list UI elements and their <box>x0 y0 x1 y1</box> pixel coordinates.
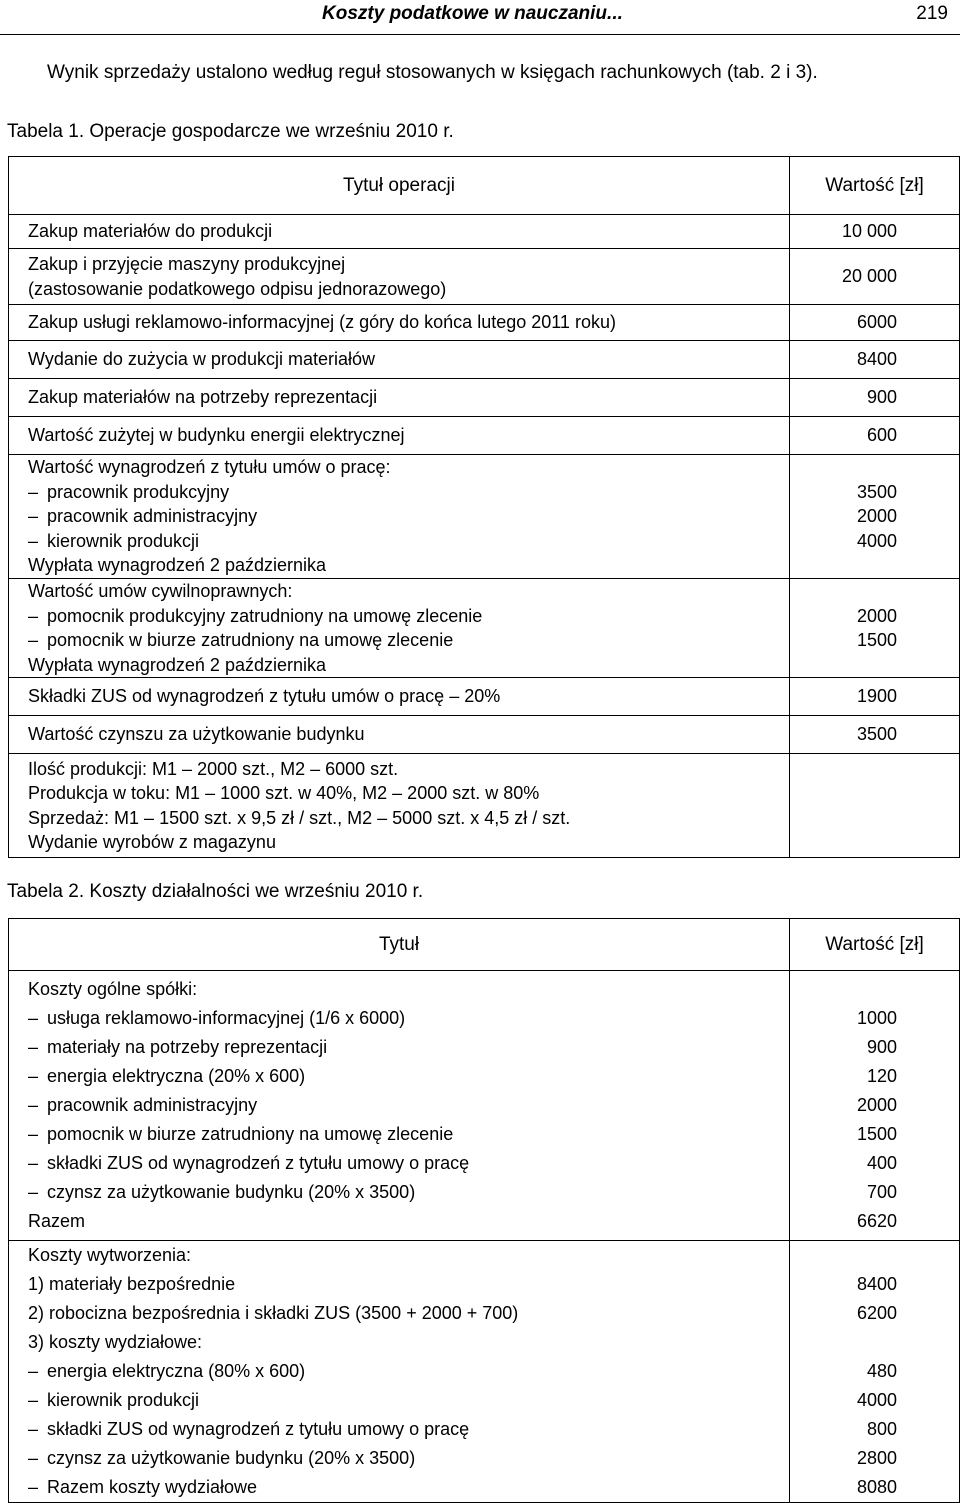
intro-paragraph: Wynik sprzedaży ustalono według reguł stosowanych w księgach rachunkowych (tab. 2 i 3). <box>47 62 818 83</box>
table-row: Wydanie do zużycia w produkcji materiałów 8400 <box>9 341 960 379</box>
page-header <box>0 0 960 35</box>
table-costs <box>8 918 960 1503</box>
table-row: Wartość zużytej w budynku energii elektrycznej 600 <box>9 417 960 455</box>
table-row: Koszty ogólne spółki: – usługa reklamowo-informacyjnej (1/6 x 6000) – materiały na potrzeby reprezentacji – energia elektryczna (20% x 600) – pracownik administracyjny – pomocnik w biurze zatrudniony na umowę zlecenie – składki ZUS od wynagrodzeń z tytułu umowy o pracę – czynsz za użytkowanie budynku (20% x 3500) Razem 1000 900 120 2000 1500 400 700 6620 <box>9 971 960 1241</box>
table-operations <box>8 156 960 858</box>
table-row: Ilość produkcji: M1 – 2000 szt., M2 – 6000 szt. Produkcja w toku: M1 – 1000 szt. w 40%, M2 – 2000 szt. w 80% Sprzedaż: M1 – 1500 szt. x 9,5 zł / szt., M2 – 5000 szt. x 4,5 zł / szt. Wydanie wyrobów z magazynu <box>9 754 960 858</box>
table-row: Wartość wynagrodzeń z tytułu umów o pracę: – pracownik produkcyjny – pracownik administracyjny – kierownik produkcji Wypłata wynagrodzeń 2 października 3500 2000 4000 <box>9 455 960 579</box>
table-row: Składki ZUS od wynagrodzeń z tytułu umów o pracę – 20% 1900 <box>9 678 960 716</box>
table-row: Zakup usługi reklamowo-informacyjnej (z góry do końca lutego 2011 roku) 6000 <box>9 305 960 341</box>
table1-caption: Tabela 1. Operacje gospodarcze we wrześniu 2010 r. <box>7 121 454 142</box>
table2-header-title: Tytuł <box>9 919 790 971</box>
page-number: 219 <box>916 3 948 24</box>
table-row: Wartość umów cywilnoprawnych: – pomocnik produkcyjny zatrudniony na umowę zlecenie – pomocnik w biurze zatrudniony na umowę zlecenie Wypłata wynagrodzeń 2 października 2000 1500 <box>9 579 960 678</box>
table-row: Zakup materiałów do produkcji 10 000 <box>9 215 960 249</box>
table2-header-value: Wartość [zł] <box>790 919 960 971</box>
table1-header-title: Tytuł operacji <box>9 157 790 215</box>
table2-caption: Tabela 2. Koszty działalności we wrześniu 2010 r. <box>7 881 424 902</box>
table1-header-value: Wartość [zł] <box>790 157 960 215</box>
running-title: Koszty podatkowe w nauczaniu... <box>322 3 623 24</box>
table-row: Wartość czynszu za użytkowanie budynku 3500 <box>9 716 960 754</box>
table-row: Koszty wytworzenia: 1) materiały bezpośrednie 2) robocizna bezpośrednia i składki ZUS (3500 + 2000 + 700) 3) koszty wydziałowe: – energia elektryczna (80% x 600) – kierownik produkcji – składki ZUS od wynagrodzeń z tytułu umowy o pracę – czynsz za użytkowanie budynku (20% x 3500) – Razem koszty wydziałowe 8400 6200 480 4000 800 2800 8080 <box>9 1241 960 1503</box>
table-row: Zakup materiałów na potrzeby reprezentacji 900 <box>9 379 960 417</box>
table-row: Zakup i przyjęcie maszyny produkcyjnej (zastosowanie podatkowego odpisu jednorazowego) 20 000 <box>9 249 960 305</box>
